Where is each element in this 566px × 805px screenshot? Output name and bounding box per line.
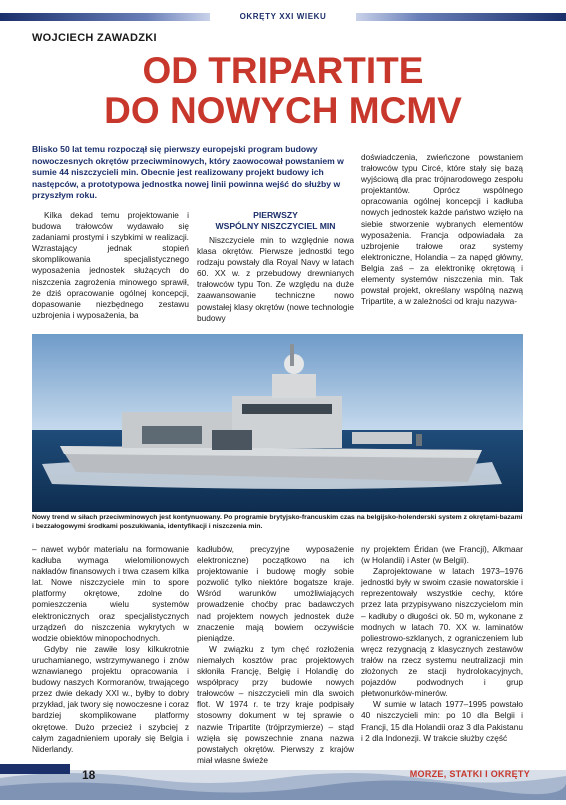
- paragraph: Niszczyciele min to względnie nowa klasa okrętów. Pierwsze jednostki tego rodzaju powstały dla Royal Navy w latach 60. XX w. z przebudowy drewnianych trałowców typu Ton. Ze względu na duże zaawansowanie techniczne nowo powstałej klasy okrętów (nowe technologie budowy: [197, 235, 354, 323]
- column-2-bottom: [197, 544, 354, 766]
- ship-photo: [32, 334, 523, 512]
- column-1-bottom: [32, 544, 189, 755]
- column-3-bottom: [361, 544, 523, 744]
- column-2-top: [197, 210, 354, 324]
- article-title-line2: DO NOWYCH MCMV: [104, 90, 462, 131]
- article-title-line1: OD TRIPARTITE: [142, 50, 424, 91]
- paragraph: Gdyby nie zawiłe losy kilkukrotnie uruchamianego, wstrzymywanego i znów wznawianego projektu opracowania i budowy naszych Kormoranów, trwającego przez dwie dekady XXI w., byłby to dobry przykład, jak twory się nowoczesne i coraz bardziej skomplikowane platformy okrętowe. Dużo przecież i szybciej z całym zagadnieniem uporały się Belgia i Niderlandy.: [32, 643, 189, 754]
- author-name: WOJCIECH ZAWADZKI: [32, 32, 157, 44]
- column-1-top: [32, 210, 189, 321]
- paragraph: W związku z tym chęć rozłożenia niemałych kosztów prac projektowych skłoniła Francję, Belgię i Holandię do współpracy przy budowie nowych trałowców – niszczycieli min dla swoich flot. W 1974 r. te trzy kraje podpisały stosowny dokument w tej sprawie o nazwie Tripartite (trójprzymierze) – stąd wzięła się powszechnie znana nazwa powstałych okrętów. Pierwszy z krajów miał własne świeże: [197, 643, 354, 765]
- column-3-top: [361, 152, 523, 307]
- paragraph: W sumie w latach 1977–1995 powstało 40 niszczycieli min: po 10 dla Belgii i Francji, 15 dla Holandii oraz 3 dla Pakistanu i 2 dla Indonezji. W trakcie służby część: [361, 699, 523, 743]
- paragraph: kadłubów, precyzyjne wyposażenie elektroniczne) początkowo na ich projektowanie i budowę mogły sobie pozwolić tylko niektóre bogatsze kraje. Wśród warunków umożliwiających prowadzenie choćby prac badawczych nad projektem nowych jednostek duże znaczenie mają bowiem oczywiście pieniądze.: [197, 544, 354, 643]
- article-lead: Blisko 50 lat temu rozpoczął się pierwszy europejski program budowy nowoczesnych okrętów przeciwminowych, który zaowocował powstaniem w sumie 44 niszczycieli min. Obecnie jest realizowany projekt budowy ich następców, a prototypowa jednostka nowej linii powinna wejść do służby w przyszłym roku.: [32, 144, 344, 201]
- page-number: 18: [82, 768, 96, 782]
- magazine-name: MORZE, STATKI I OKRĘTY: [409, 769, 530, 779]
- paragraph: Kilka dekad temu projektowanie i budowa trałowców wydawało się zadaniami prostymi i szybkimi w realizacji. Wzrastający jednak stopień skomplikowania specjalistycznego wyposażenia jednostek służących do niszczenia zagrożenia minowego sprawił, że dziś opracowanie ogólnej koncepcji, dopasowanie niezbędnego zestawu uzbrojenia i wyposażenia, ba: [32, 210, 189, 320]
- subheading: [197, 210, 354, 231]
- paragraph: Zaprojektowane w latach 1973–1976 jednostki były w swoim czasie nowatorskie i reprezentowały wszystkie cechy, które przez lata przypisywano niszczycielom min – kadłuby o długości ok. 50 m, wykonane z modnych w latach 70. XX w. laminatów poliestrowo-szklanych, z ograniczeniem lub wręcz rezygnacją z klasycznych zestawów trałów na rzecz systemu neutralizacji min złożonych ze stacji hydrolokacyjnych, pojazdów podwodnych i grup płetwonurków-minerów.: [361, 566, 523, 699]
- section-label: OKRĘTY XXI WIEKU: [239, 12, 327, 21]
- subheading-line1: PIERWSZY: [253, 210, 298, 220]
- paragraph: ny projektem Éridan (we Francji), Alkmaar (w Holandii) i Aster (w Belgii).: [361, 544, 523, 566]
- paragraph: doświadczenia, zwieńczone powstaniem trałowców typu Circé, które stały się bazą wyjściową dla prac trójnarodowego zespołu projektantów. Oprócz wspólnego opracowania ogólnej koncepcji i kadłuba nowych jednostek każde państwo wzięło na siebie stworzenie wybranych elementów wyposażenia. Francja odpowiadała za uzbrojenie trałowe oraz systemy elektroniczne, Holandia – za napęd główny, Belgia zaś – za elektronikę okrętową i elementy systemów niszczenia min. Tak powstał projekt, określany wspólną nazwą Tripartite, a w zależności od kraju nazywa-: [361, 152, 523, 307]
- photo-caption: Nowy trend w siłach przeciwminowych jest kontynuowany. Po programie brytyjsko-francuskim czas na belgijsko-holenderski system z okrętami-bazami i bezzałogowymi środkami poszukiwania, identyfikacji i niszczenia min.: [32, 514, 523, 530]
- paragraph: – nawet wybór materiału na formowanie kadłuba wymaga wielomilionowych nakładów finansowych i trwa czasem kilka lat. Nowe niszczyciele min to spore platformy okrętowe, zdolne do pomieszczenia wielu systemów elektronicznych oraz specjalistycznych urządzeń do niszczenia wykrytych w wodzie obiektów minopochodnych.: [32, 544, 189, 643]
- subheading-line2: WSPÓLNY NISZCZYCIEL MIN: [215, 220, 336, 231]
